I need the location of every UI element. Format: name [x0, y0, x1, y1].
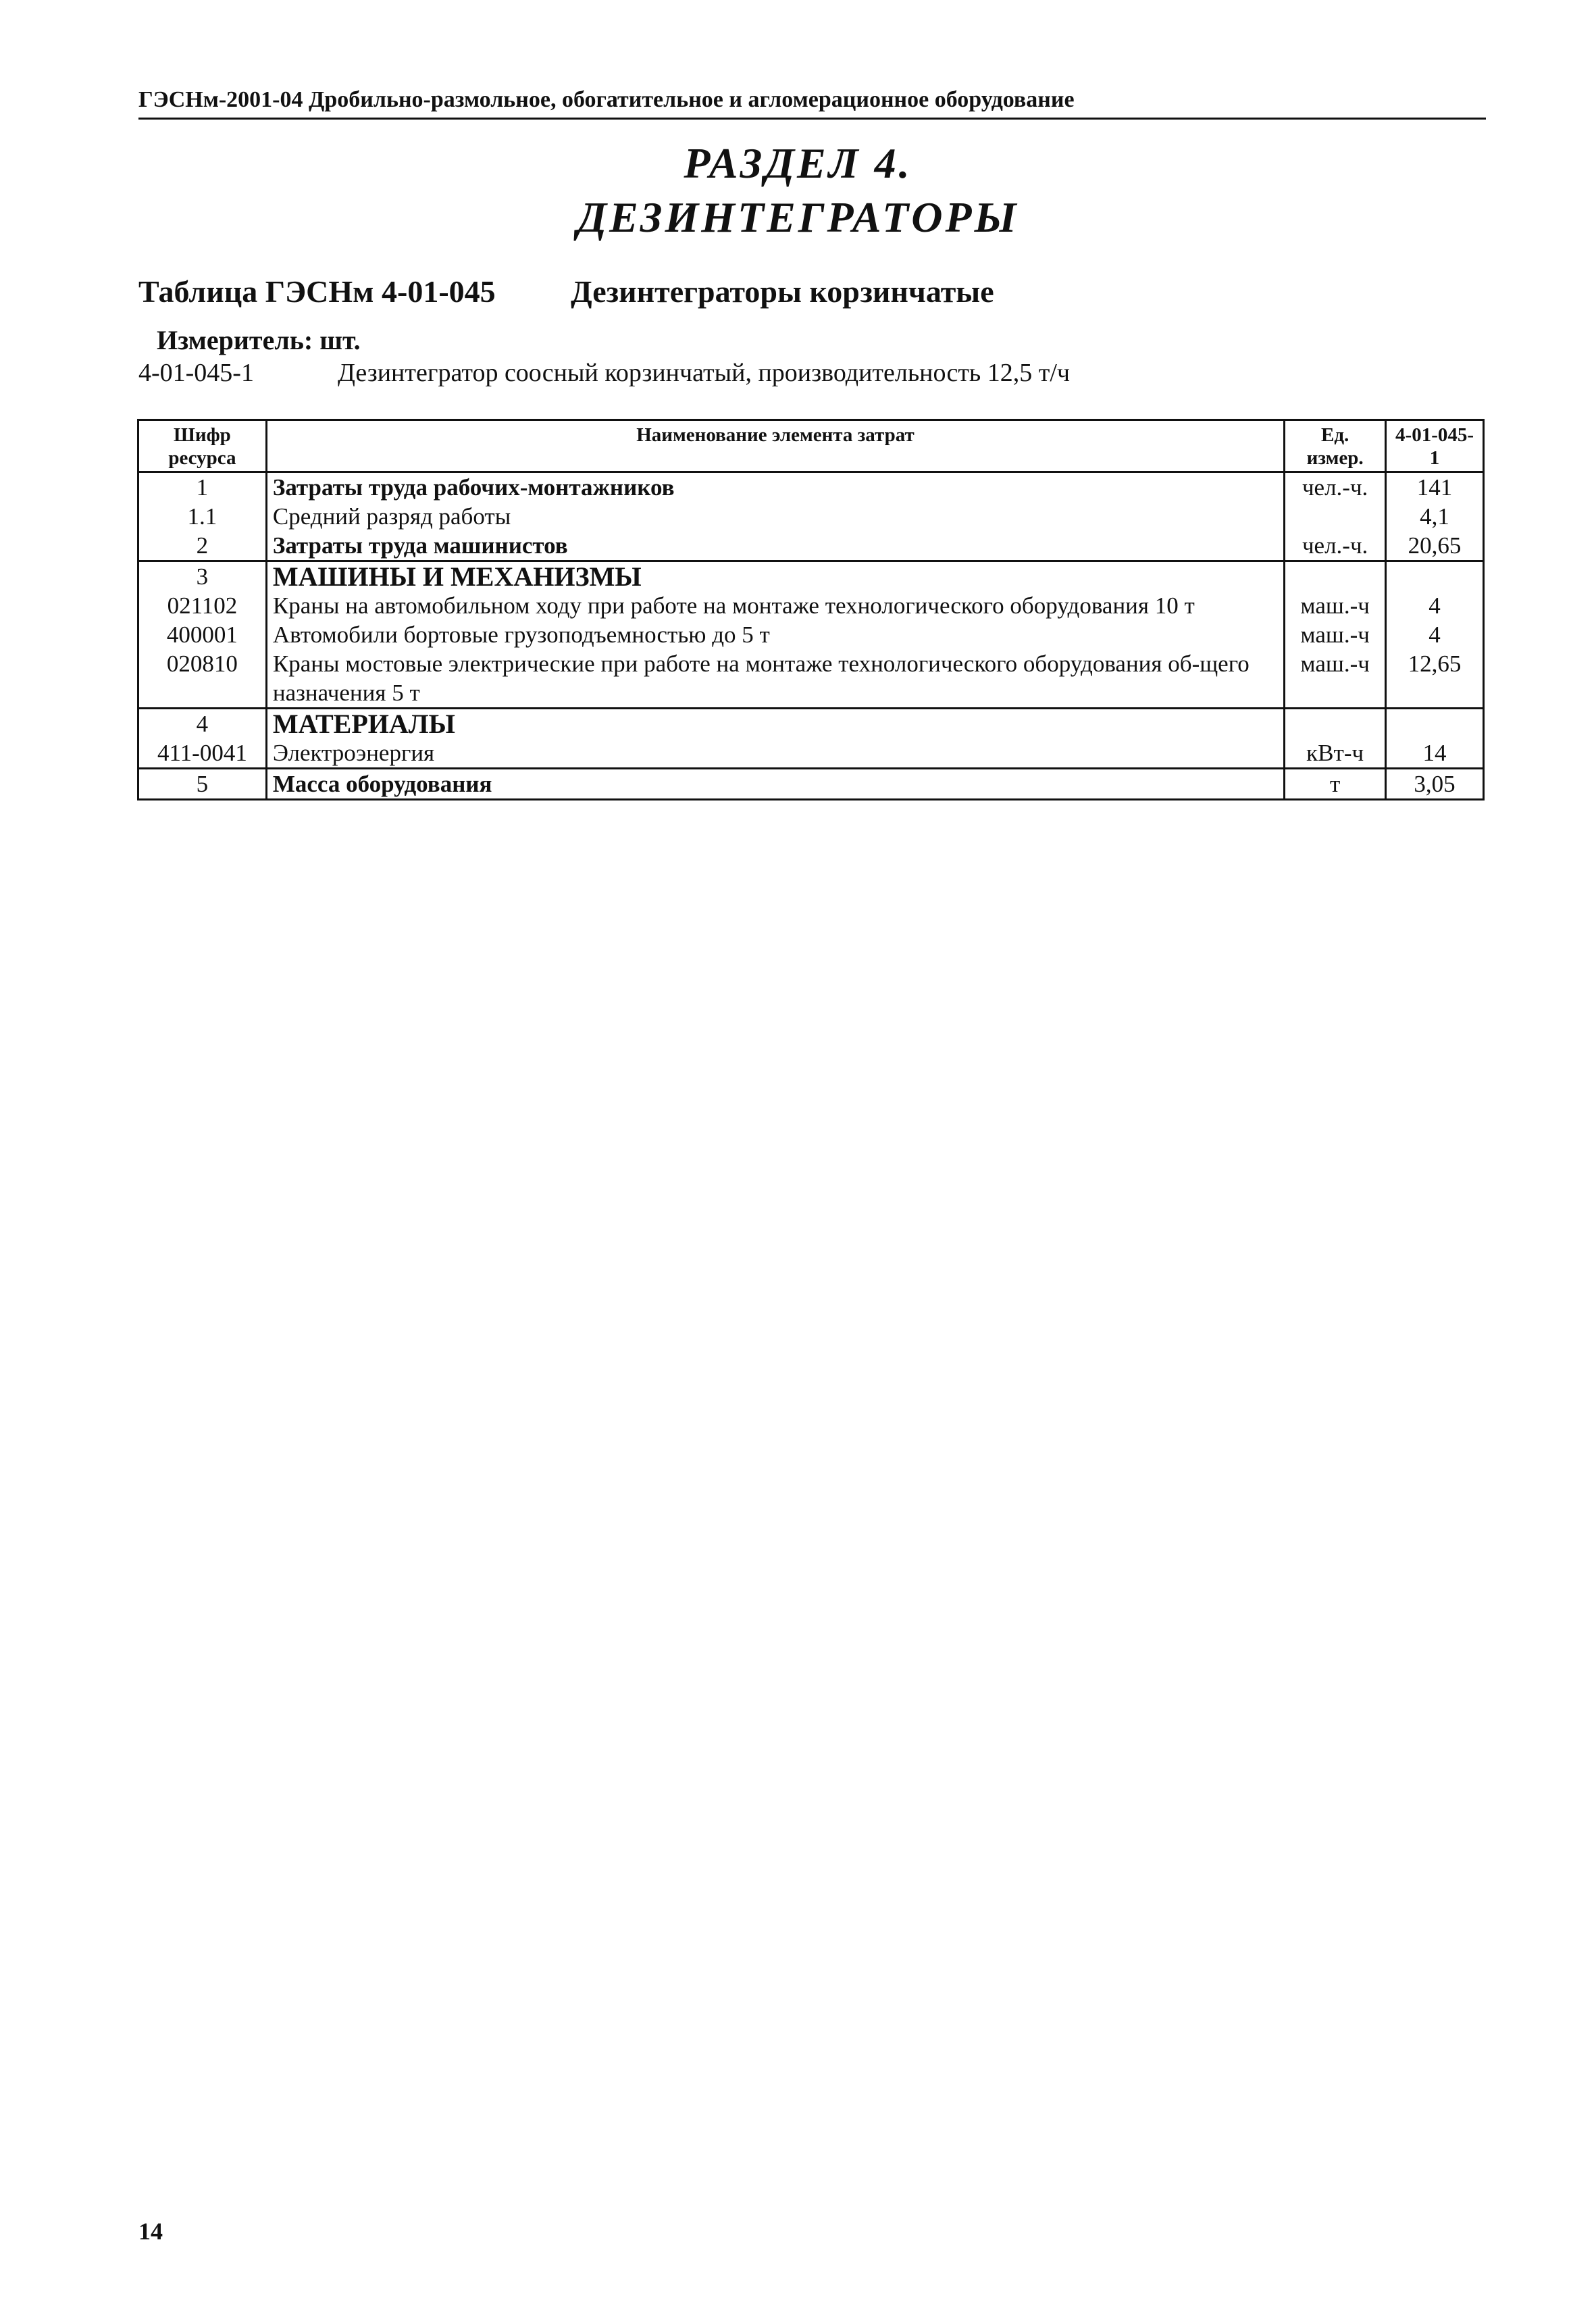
table-row	[138, 649, 1484, 709]
row-name: Масса оборудования	[266, 769, 1284, 800]
row-name: МАШИНЫ И МЕХАНИЗМЫ	[266, 561, 1284, 592]
row-name: Затраты труда машинистов	[266, 531, 1284, 561]
row-code: 1.1	[138, 502, 267, 531]
row-value: 4	[1386, 620, 1484, 649]
table-row	[138, 591, 1484, 620]
norm-text: Дезинтегратор соосный корзинчатый, производительность 12,5 т/ч	[338, 359, 1071, 387]
row-code: 2	[138, 531, 267, 561]
running-header: ГЭСНм-2001-04 Дробильно-размольное, обогатительное и агломерационное оборудование	[138, 86, 1486, 120]
row-name: Краны на автомобильном ходу при работе на монтаже технологического оборудования 10 т	[266, 591, 1284, 620]
table-row	[138, 531, 1484, 561]
row-name: Электроэнергия	[266, 738, 1284, 769]
row-value	[1386, 709, 1484, 739]
row-value: 14	[1386, 738, 1484, 769]
row-unit	[1285, 709, 1386, 739]
table-title	[138, 274, 994, 309]
header-unit: Ед. измер.	[1285, 420, 1386, 472]
row-code: 5	[138, 769, 267, 800]
header-code: Шифр ресурса	[138, 420, 267, 472]
row-name: Затраты труда рабочих-монтажников	[266, 472, 1284, 503]
row-code: 020810	[138, 649, 267, 709]
row-value: 20,65	[1386, 531, 1484, 561]
row-code: 021102	[138, 591, 267, 620]
table-header-row	[138, 420, 1484, 472]
table-row	[138, 738, 1484, 769]
row-unit: маш.-ч	[1285, 620, 1386, 649]
page-number: 14	[138, 2218, 163, 2245]
measure-unit: Измеритель: шт.	[157, 325, 361, 355]
header-name: Наименование элемента затрат	[266, 420, 1284, 472]
table-row	[138, 769, 1484, 800]
row-code: 411-0041	[138, 738, 267, 769]
table-name: Дезинтеграторы корзинчатые	[571, 274, 994, 309]
row-name: Краны мостовые электрические при работе на монтаже технологического оборудования об-щего назначения 5 т	[266, 649, 1284, 709]
row-value: 12,65	[1386, 649, 1484, 709]
row-unit: кВт-ч	[1285, 738, 1386, 769]
row-unit	[1285, 502, 1386, 531]
row-unit: маш.-ч	[1285, 591, 1386, 620]
norm-code: 4-01-045-1	[138, 359, 254, 387]
row-unit: т	[1285, 769, 1386, 800]
row-code: 1	[138, 472, 267, 503]
section-title: РАЗДЕЛ 4.	[684, 139, 912, 187]
table-section-row	[138, 561, 1484, 592]
section-subtitle: ДЕЗИНТЕГРАТОРЫ	[577, 193, 1019, 241]
table-row	[138, 502, 1484, 531]
row-unit	[1285, 561, 1386, 592]
row-name: МАТЕРИАЛЫ	[266, 709, 1284, 739]
row-code: 3	[138, 561, 267, 592]
row-unit: чел.-ч.	[1285, 531, 1386, 561]
row-name: Автомобили бортовые грузоподъемностью до 5 т	[266, 620, 1284, 649]
table-section-row	[138, 709, 1484, 739]
row-unit: маш.-ч	[1285, 649, 1386, 709]
row-unit: чел.-ч.	[1285, 472, 1386, 503]
table-row	[138, 472, 1484, 503]
table-row	[138, 620, 1484, 649]
row-name: Средний разряд работы	[266, 502, 1284, 531]
row-value: 3,05	[1386, 769, 1484, 800]
row-value: 141	[1386, 472, 1484, 503]
row-value	[1386, 561, 1484, 592]
row-value: 4	[1386, 591, 1484, 620]
norm-description	[138, 358, 1070, 388]
header-value: 4-01-045-1	[1386, 420, 1484, 472]
resource-table	[137, 419, 1485, 800]
row-code: 4	[138, 709, 267, 739]
row-code: 400001	[138, 620, 267, 649]
table-id: Таблица ГЭСНм 4-01-045	[138, 274, 496, 309]
row-value: 4,1	[1386, 502, 1484, 531]
